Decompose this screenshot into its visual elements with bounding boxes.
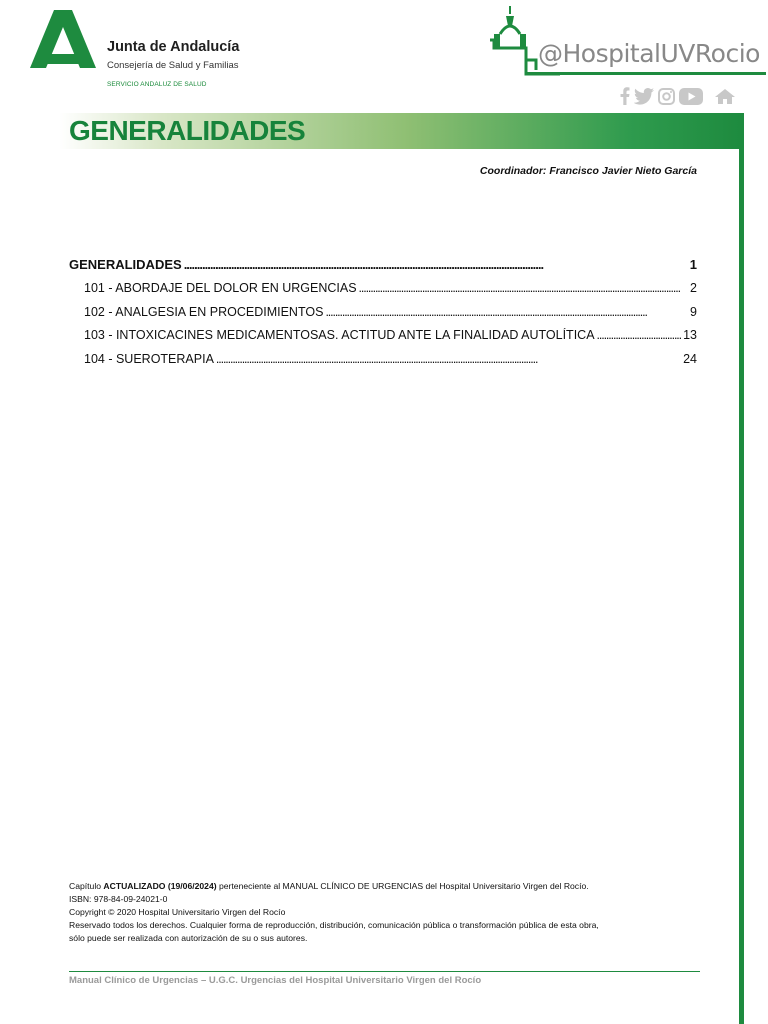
table-of-contents <box>69 257 697 375</box>
junta-title: Junta de Andalucía <box>107 39 240 55</box>
footer-rule <box>69 971 700 972</box>
toc-entry-generalidades[interactable] <box>69 257 697 281</box>
youtube-icon[interactable] <box>679 88 703 105</box>
hospital-handle: @HospitalUVRocio <box>538 39 760 68</box>
copyright: Copyright © 2020 Hospital Universitario Virgen del Rocío <box>69 907 286 917</box>
toc-entry-102[interactable] <box>69 305 697 329</box>
toc-leader-dots <box>184 257 688 272</box>
toc-page: 13 <box>683 328 697 342</box>
toc-page: 9 <box>690 304 697 319</box>
instagram-icon[interactable] <box>658 88 675 105</box>
social-icons <box>620 86 737 106</box>
hospital-brand <box>490 4 760 84</box>
toc-leader-dots <box>359 281 689 295</box>
toc-entry-103[interactable] <box>69 328 697 352</box>
toc-leader-dots <box>325 305 688 319</box>
toc-label: 103 - INTOXICACINES MEDICAMENTOSAS. ACTITUD ANTE LA FINALIDAD AUTOLÍTICA <box>84 328 595 342</box>
note-suffix: perteneciente al MANUAL CLÍNICO DE URGENCIAS del Hospital Universitario Virgen del Rocío. <box>216 881 589 891</box>
toc-entry-101[interactable] <box>69 281 697 305</box>
junta-subtitle: Consejería de Salud y Familias <box>107 60 239 71</box>
toc-label: 102 - ANALGESIA EN PROCEDIMIENTOS <box>84 304 324 319</box>
toc-label: GENERALIDADES <box>69 257 182 272</box>
page-title: GENERALIDADES <box>69 115 306 146</box>
junta-andalucia-logo <box>30 10 270 90</box>
update-date: ACTUALIZADO (19/06/2024) <box>103 881 217 891</box>
update-note <box>69 880 689 893</box>
note-prefix: Capítulo <box>69 881 104 891</box>
toc-page: 24 <box>683 351 697 366</box>
toc-page: 2 <box>690 281 697 295</box>
toc-page: 1 <box>689 257 697 272</box>
twitter-icon[interactable] <box>634 88 654 105</box>
toc-leader-dots <box>216 352 681 366</box>
brand-underline <box>526 72 766 78</box>
rights-line-2: sólo puede ser realizada con autorización de su o sus autores. <box>69 933 308 943</box>
right-border-rule <box>739 113 744 1024</box>
facebook-icon[interactable] <box>620 87 630 105</box>
publication-notes <box>69 880 689 945</box>
page-footer: Manual Clínico de Urgencias – U.G.C. Urgencias del Hospital Universitario Virgen del Rocío <box>69 975 482 986</box>
junta-service: SERVICIO ANDALUZ DE SALUD <box>107 81 207 88</box>
toc-label: 101 - ABORDAJE DEL DOLOR EN URGENCIAS <box>84 281 357 295</box>
toc-label: 104 - SUEROTERAPIA <box>84 351 214 366</box>
junta-andalucia-emblem-icon <box>30 10 96 70</box>
toc-leader-dots <box>597 328 682 342</box>
rights-line-1: Reservado todos los derechos. Cualquier forma de reproducción, distribución, comunicación pública o transformación pública de esta obra, <box>69 920 599 930</box>
home-icon[interactable] <box>713 88 737 105</box>
toc-entry-104[interactable] <box>69 352 697 376</box>
isbn: ISBN: 978-84-09-24021-0 <box>69 894 168 904</box>
coordinator: Coordinador: Francisco Javier Nieto García <box>479 165 697 177</box>
